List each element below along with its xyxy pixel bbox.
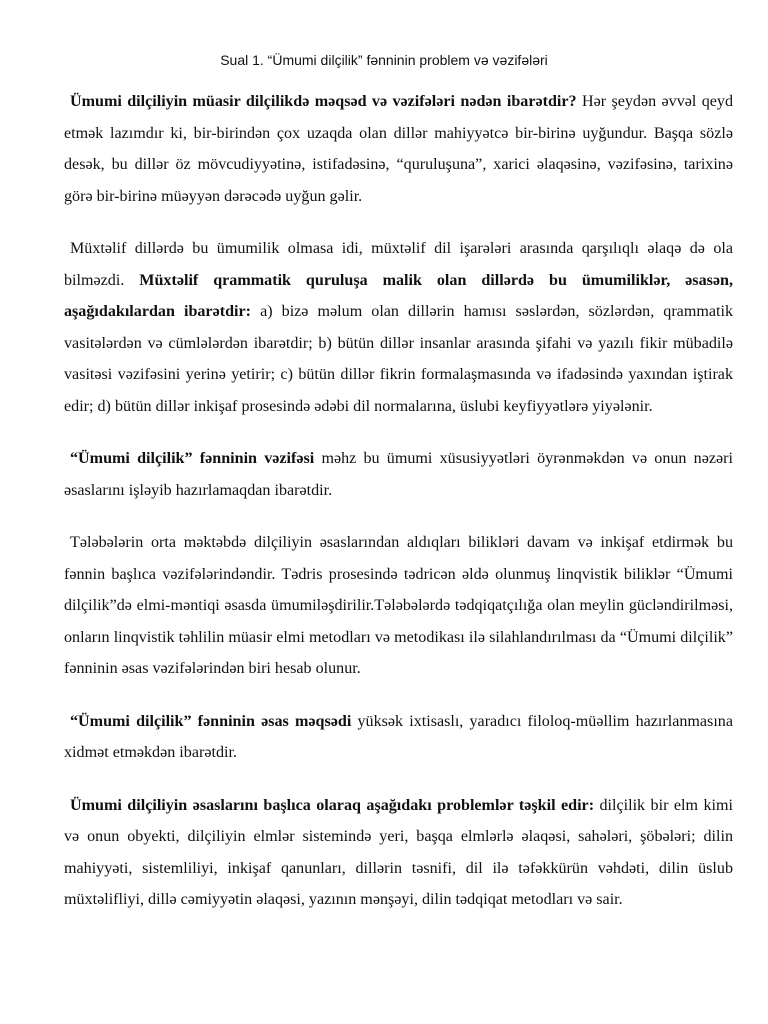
paragraph-5-text: yüksək ixtisaslı, yaradıcı filoloq-müəllim hazırlanmasına xidmət etməkdən ibarətdir. <box>64 712 733 761</box>
paragraph-4 <box>64 527 733 685</box>
paragraph-2 <box>64 233 733 422</box>
paragraph-1-bold: Ümumi dilçiliyin müasir dilçilikdə məqsəd və vəzifələri nədən ibarətdir? <box>70 93 577 110</box>
paragraph-3 <box>64 443 733 506</box>
document-body <box>64 86 733 916</box>
paragraph-1 <box>64 86 733 212</box>
paragraph-5 <box>64 706 733 769</box>
document-title: Sual 1. “Ümumi dilçilik” fənninin problem və vəzifələri <box>220 52 548 68</box>
paragraph-6-bold: Ümumi dilçiliyin əsaslarını başlıca olaraq aşağıdakı problemlər təşkil edir: <box>70 796 595 814</box>
paragraph-6-text: dilçilik bir elm kimi və onun obyekti, dilçiliyin elmlər sistemində yeri, başqa elmlərlə əlaqəsi, sahələri, şöbələri; dilin mahiyyəti, sistemliliyi, inkişaf qanunları, dillərin təsnifi, dil ilə təfəkkürün vəhdəti, dilin üslub müxtəlifliyi, dillə cəmiyyətin əlaqəsi, yazının mənşəyi, dilin tədqiqat metodları və sair. <box>64 796 733 908</box>
paragraph-2-text: a) bizə məlum olan dillərin hamısı səslərdən, sözlərdən, qrammatik vasitələrdən və cümlələrdən ibarətdir; b) bütün dillər insanlar arasında şifahi və yazılı fikir mübadilə vasitəsi vəzifəsini yerinə yetirir; c) bütün dillər fikrin formalaşmasında və ifadəsində yaxından iştirak edir; d) bütün dillər inkişaf prosesində ədəbi dil normalarına, üslubi keyfiyyətlərə yiyələnir. <box>64 303 733 415</box>
paragraph-3-text: məhz bu ümumi xüsusiyyətləri öyrənməkdən və onun nəzəri əsaslarını işləyib hazırlamaqdan ibarətdir. <box>64 450 733 499</box>
paragraph-4-text: Tələbələrin orta məktəbdə dilçiliyin əsaslarından aldıqları bilikləri davam və inkişaf etdirmək bu fənnin başlıca vəzifələrindəndir. Tədris prosesində tədricən əldə olunmuş linqvistik biliklər “Ümumi dilçilik”də elmi-məntiqi əsasda ümumiləşdirilir.Tələbələrdə tədqiqatçılığa olan meylin gücləndirilməsi, onların linqvistik təhlilin müasir elmi metodları və metodikası ilə silahlandırılması da “Ümumi dilçilik” fənninin əsas vəzifələrindən biri hesab olunur. <box>64 534 733 677</box>
paragraph-2-bold: Müxtəlif qrammatik quruluşa malik olan dillərdə bu ümumiliklər, əsasən, aşağıdakılardan ibarətdir: <box>64 271 733 320</box>
paragraph-6 <box>64 790 733 916</box>
paragraph-5-bold: “Ümumi dilçilik” fənninin əsas məqsədi <box>70 712 352 730</box>
paragraph-1-text: Hər şeydən əvvəl qeyd etmək lazımdır ki, bir-birindən çox uzaqda olan dillər mahiyyətcə bir-birinə uyğundur. Başqa sözlə desək, bu dillər öz mövcudiyyətinə, istifadəsinə, “quruluşuna”, xarici əlaqəsinə, vəzifəsinə, tarixinə görə bir-birinə müəyyən dərəcədə uyğun gəlir. <box>64 93 734 205</box>
paragraph-3-bold: “Ümumi dilçilik” fənninin vəzifəsi <box>70 450 315 467</box>
paragraph-2-lead: Müxtəlif dillərdə bu ümumilik olmasa idi, müxtəlif dil işarələri arasında qarşılıqlı əlaqə də ola bilməzdi. <box>64 240 733 289</box>
